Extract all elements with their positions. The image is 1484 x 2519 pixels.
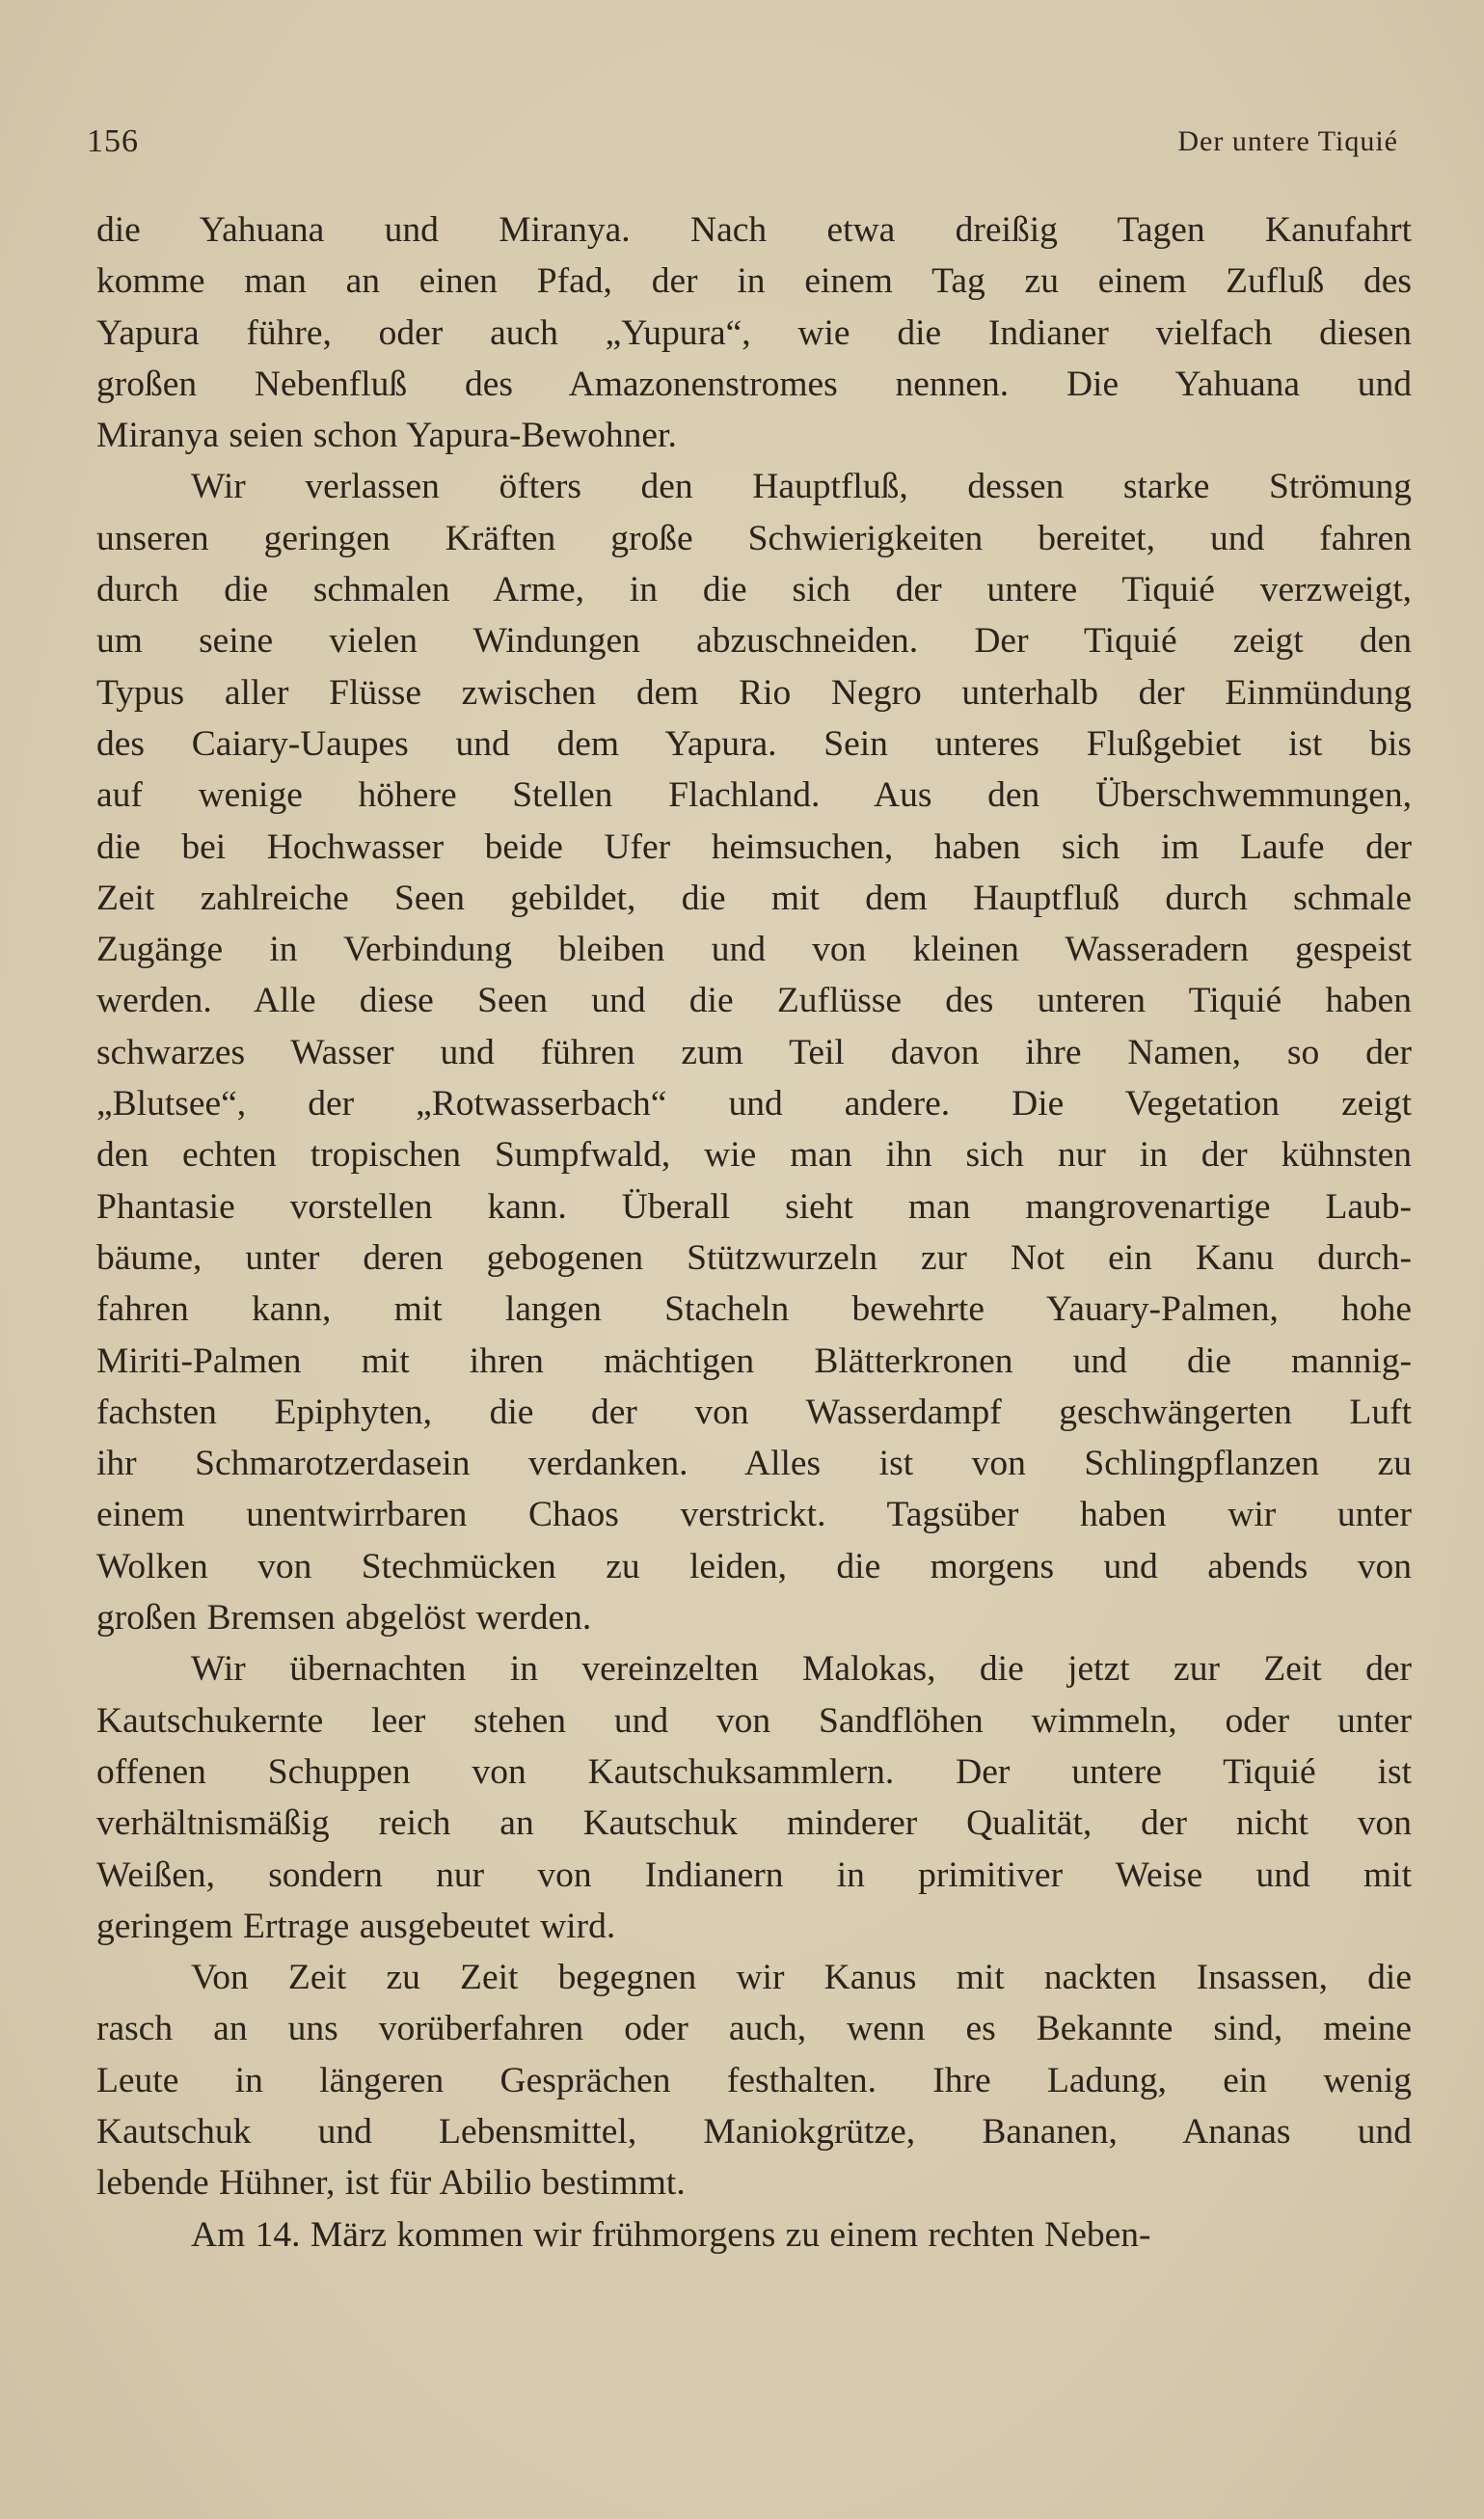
text-line: einem unentwirrbaren Chaos verstrickt. Tagsüber haben wir unter	[96, 1495, 1412, 1535]
text-line: Leute in längeren Gesprächen festhalten. Ihre Ladung, ein wenig	[96, 2060, 1412, 2100]
text-line: „Blutsee“, der „Rotwasserbach“ und andere. Die Vegetation zeigt	[96, 1084, 1412, 1124]
text-line: Phantasie vorstellen kann. Überall sieht man mangrovenartige Laub-	[96, 1186, 1412, 1227]
text-line: werden. Alle diese Seen und die Zuflüsse des unteren Tiquié haben	[96, 981, 1412, 1021]
body-text	[96, 204, 1412, 2261]
text-line: Von Zeit zu Zeit begegnen wir Kanus mit nackten Insassen, die	[191, 1958, 1412, 1998]
text-line: Weißen, sondern nur von Indianern in primitiver Weise und mit	[96, 1855, 1412, 1895]
text-line: bäume, unter deren gebogenen Stützwurzeln zur Not ein Kanu durch-	[96, 1237, 1412, 1278]
text-line: Typus aller Flüsse zwischen dem Rio Negro unterhalb der Einmündung	[96, 672, 1412, 713]
text-line: die Yahuana und Miranya. Nach etwa dreißig Tagen Kanufahrt	[96, 210, 1412, 250]
text-line: Kautschukernte leer stehen und von Sandflöhen wimmeln, oder unter	[96, 1700, 1412, 1741]
text-line: Miriti-Palmen mit ihren mächtigen Blätterkronen und die mannig-	[96, 1341, 1412, 1381]
text-line: um seine vielen Windungen abzuschneiden. Der Tiquié zeigt den	[96, 621, 1412, 662]
text-line: Am 14. März kommen wir frühmorgens zu einem rechten Neben-	[191, 2214, 1151, 2255]
text-line: Miranya seien schon Yapura-Bewohner.	[96, 416, 677, 456]
text-line: großen Bremsen abgelöst werden.	[96, 1598, 592, 1639]
text-line: großen Nebenfluß des Amazonenstromes nennen. Die Yahuana und	[96, 364, 1412, 404]
text-line: die bei Hochwasser beide Ufer heimsuchen, haben sich im Laufe der	[96, 826, 1412, 867]
page-number: 156	[87, 123, 139, 159]
text-line: fachsten Epiphyten, die der von Wasserdampf geschwängerten Luft	[96, 1392, 1412, 1432]
text-line: rasch an uns vorüberfahren oder auch, wenn es Bekannte sind, meine	[96, 2009, 1412, 2049]
text-line: verhältnismäßig reich an Kautschuk minderer Qualität, der nicht von	[96, 1803, 1412, 1844]
text-line: Wolken von Stechmücken zu leiden, die morgens und abends von	[96, 1546, 1412, 1586]
text-line: schwarzes Wasser und führen zum Teil davon ihre Namen, so der	[96, 1032, 1412, 1072]
text-line: fahren kann, mit langen Stacheln bewehrte Yauary-Palmen, hohe	[96, 1289, 1412, 1330]
text-line: durch die schmalen Arme, in die sich der untere Tiquié verzweigt,	[96, 570, 1412, 610]
text-line: offenen Schuppen von Kautschuksammlern. Der untere Tiquié ist	[96, 1751, 1412, 1792]
paragraph	[96, 204, 1412, 461]
text-line: Wir verlassen öfters den Hauptfluß, dessen starke Strömung	[191, 467, 1412, 507]
text-line: den echten tropischen Sumpfwald, wie man ihn sich nur in der kühnsten	[96, 1135, 1412, 1176]
paragraph	[96, 461, 1412, 1643]
paragraph	[96, 2209, 1412, 2261]
text-line: komme man an einen Pfad, der in einem Tag zu einem Zufluß des	[96, 261, 1412, 302]
paragraph	[96, 1643, 1412, 1952]
text-line: Yapura führe, oder auch „Yupura“, wie die Indianer vielfach diesen	[96, 312, 1412, 353]
text-line: des Caiary-Uaupes und dem Yapura. Sein unteres Flußgebiet ist bis	[96, 723, 1412, 764]
text-line: Kautschuk und Lebensmittel, Maniokgrütze, Bananen, Ananas und	[96, 2111, 1412, 2152]
text-line: auf wenige höhere Stellen Flachland. Aus den Überschwemmungen,	[96, 775, 1412, 816]
running-head: Der untere Tiquié	[1177, 125, 1398, 157]
text-line: Zugänge in Verbindung bleiben und von kleinen Wasseradern gespeist	[96, 930, 1412, 970]
text-line: ihr Schmarotzerdasein verdanken. Alles ist von Schlingpflanzen zu	[96, 1444, 1412, 1484]
text-line: lebende Hühner, ist für Abilio bestimmt.	[96, 2163, 686, 2204]
text-line: Zeit zahlreiche Seen gebildet, die mit dem Hauptfluß durch schmale	[96, 878, 1412, 918]
text-line: unseren geringen Kräften große Schwierigkeiten bereitet, und fahren	[96, 518, 1412, 558]
paragraph	[96, 1952, 1412, 2208]
text-line: geringem Ertrage ausgebeutet wird.	[96, 1906, 616, 1946]
text-line: Wir übernachten in vereinzelten Malokas, die jetzt zur Zeit der	[191, 1649, 1412, 1690]
page-header	[87, 123, 1398, 172]
